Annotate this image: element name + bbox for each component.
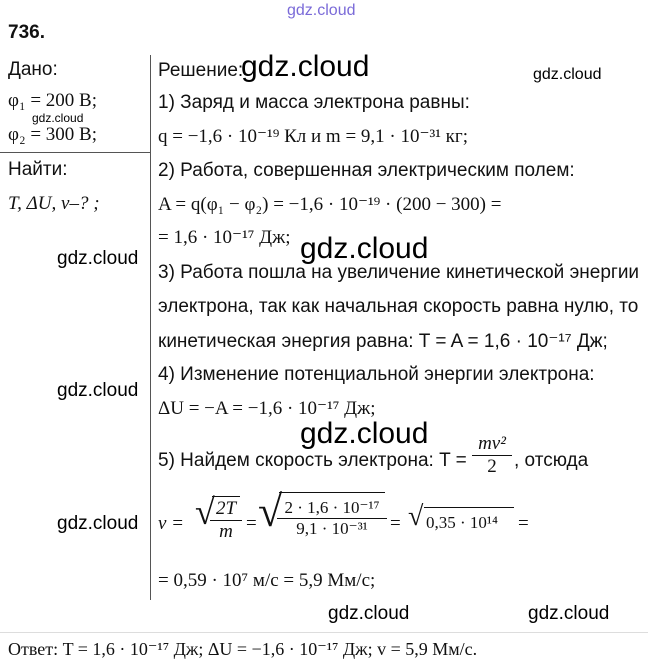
given-header: Дано:	[8, 59, 58, 80]
solution-header: Решение:	[158, 60, 244, 81]
answer: Ответ: T = 1,6 · 10⁻¹⁷ Дж; ΔU = −1,6 · 10⁻¹⁷ Дж; v = 5,9 Мм/с.	[8, 639, 478, 659]
sqrt2-numerator: 2 · 1,6 · 10⁻¹⁷	[277, 498, 387, 519]
watermark-big: gdz.cloud	[300, 232, 429, 265]
step2-text: 2) Работа, совершенная электрическим полем:	[158, 160, 575, 181]
sqrt-bar	[279, 492, 385, 493]
step5-text: 5) Найдем скорость электрона: T =	[158, 450, 467, 471]
given-phi1: φ₁ = 200 В;	[8, 90, 98, 111]
watermark-right: gdz.cloud	[533, 66, 602, 83]
step1-equation: q = −1,6 · 10⁻¹⁹ Кл и m = 9,1 · 10⁻³¹ кг;	[158, 126, 468, 147]
sqrt-symbol: √	[258, 487, 283, 536]
sqrt-bar	[212, 496, 240, 497]
watermark-left: gdz.cloud	[57, 248, 139, 269]
watermark-left: gdz.cloud	[57, 513, 139, 534]
column-divider	[150, 55, 151, 600]
sqrt2-fraction	[277, 498, 387, 539]
sqrt-symbol: √	[195, 492, 215, 532]
watermark-small: gdz.cloud	[32, 111, 84, 125]
step3-line-2: электрона, так как начальная скорость равна нулю, то	[158, 296, 639, 317]
watermark-big: gdz.cloud	[241, 50, 370, 83]
step3-line-1: 3) Работа пошла на увеличение кинетической энергии	[158, 262, 640, 283]
step5-numerator: mv²	[472, 433, 512, 456]
sqrt1-denominator: m	[219, 521, 233, 542]
given-phi2: φ₂ = 300 В;	[8, 124, 98, 145]
sqrt-symbol: √	[408, 501, 424, 532]
given-divider	[0, 152, 150, 153]
find-header: Найти:	[8, 159, 68, 180]
result-line: = 0,59 · 10⁷ м/с = 5,9 Мм/с;	[158, 570, 376, 591]
step2-equation-1: A = q(φ₁ − φ₂) = −1,6 · 10⁻¹⁹ · (200 − 300) =	[158, 194, 502, 215]
eq-sign-2: =	[390, 513, 401, 534]
step5-denominator: 2	[487, 456, 497, 477]
find-values: T, ΔU, v–? ;	[8, 193, 100, 214]
step3-line-3: кинетическая энергия равна: T = A = 1,6 · 10⁻¹⁷ Дж;	[158, 331, 608, 352]
eq-sign-3: =	[518, 513, 529, 534]
sqrt-bar	[424, 507, 514, 508]
velocity-label: v =	[158, 513, 185, 534]
watermark-left: gdz.cloud	[57, 380, 139, 401]
step5-fraction	[472, 433, 512, 478]
watermark-bottom: gdz.cloud	[528, 603, 610, 624]
sqrt2-denominator: 9,1 · 10⁻³¹	[296, 519, 368, 538]
step4-equation: ΔU = −A = −1,6 · 10⁻¹⁷ Дж;	[158, 398, 376, 419]
step1-text: 1) Заряд и масса электрона равны:	[158, 92, 470, 113]
watermark-top: gdz.cloud	[287, 2, 356, 19]
step2-equation-2: = 1,6 · 10⁻¹⁷ Дж;	[158, 227, 291, 248]
sqrt1-numerator: 2T	[210, 498, 242, 521]
step5-suffix: , отсюда	[514, 450, 589, 471]
answer-divider	[0, 632, 648, 633]
watermark-bottom: gdz.cloud	[328, 603, 410, 624]
sqrt1-fraction	[210, 498, 242, 543]
eq-sign-1: =	[246, 513, 257, 534]
problem-number: 736.	[8, 22, 45, 43]
watermark-big: gdz.cloud	[300, 417, 429, 450]
step4-text: 4) Изменение потенциальной энергии электрона:	[158, 364, 595, 385]
sqrt3-value: 0,35 · 10¹⁴	[426, 513, 498, 532]
